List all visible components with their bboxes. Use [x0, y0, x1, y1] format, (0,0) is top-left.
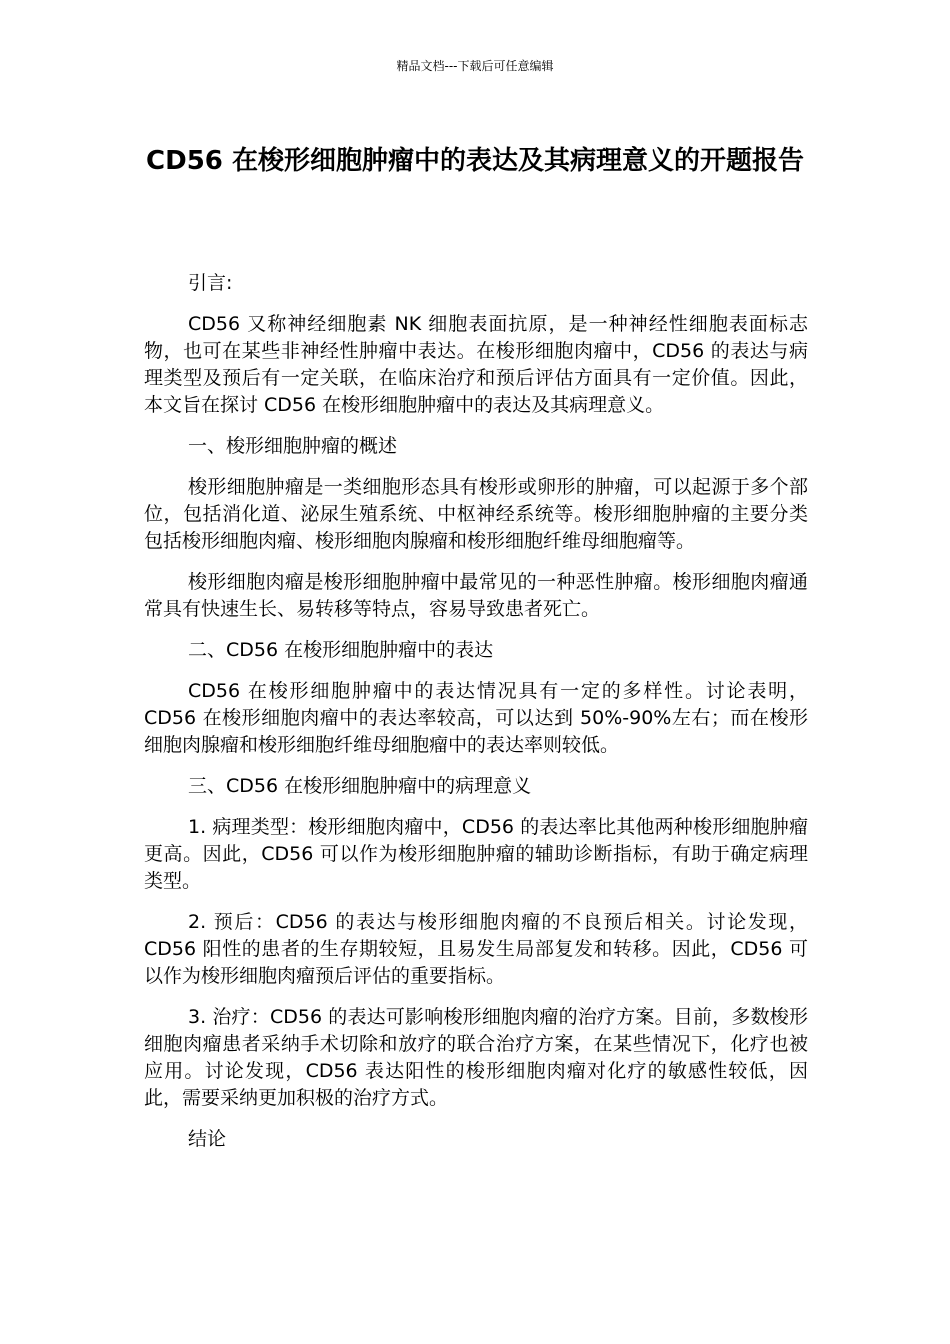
intro-paragraph: CD56 又称神经细胞素 NK 细胞表面抗原，是一种神经性细胞表面标志物，也可在某些非神经性肿瘤中表达。在梭形细胞肉瘤中，CD56 的表达与病理类型及预后有一定关联，在临床治疗和预后评估方面具有一定价值。因此，本文旨在探讨 CD56 在梭形细胞肿瘤中的表达及其病理意义。 [144, 313, 808, 416]
conclusion-label: 结论 [188, 1128, 227, 1150]
significance-item-treatment: 3. 治疗：CD56 的表达可影响梭形细胞肉瘤的治疗方案。目前，多数梭形细胞肉瘤患者采纳手术切除和放疗的联合治疗方案，在某些情况下，化疗也被应用。讨论发现，CD56 表达阳性的梭形细胞肉瘤对化疗的敏感性较低，因此，需要采纳更加积极的治疗方式。 [144, 1006, 808, 1109]
significance-item-pathology: 1. 病理类型：梭形细胞肉瘤中，CD56 的表达率比其他两种梭形细胞肿瘤更高。因此，CD56 可以作为梭形细胞肿瘤的辅助诊断指标，有助于确定病理类型。 [144, 816, 808, 892]
expression-paragraph: CD56 在梭形细胞肿瘤中的表达情况具有一定的多样性。讨论表明，CD56 在梭形细胞肉瘤中的表达率较高，可以达到 50%-90%左右；而在梭形细胞肉腺瘤和梭形细胞纤维母细胞瘤中的表达率则较低。 [144, 680, 808, 756]
section-heading-expression: 二、CD56 在梭形细胞肿瘤中的表达 [188, 639, 494, 661]
section-heading-significance: 三、CD56 在梭形细胞肿瘤中的病理意义 [188, 775, 532, 797]
section-heading-overview: 一、梭形细胞肿瘤的概述 [188, 435, 398, 457]
header-note: 精品文档---下载后可任意编辑 [396, 59, 554, 73]
page-title: CD56 在梭形细胞肿瘤中的表达及其病理意义的开题报告 [146, 146, 804, 176]
significance-item-prognosis: 2. 预后：CD56 的表达与梭形细胞肉瘤的不良预后相关。讨论发现，CD56 阳性的患者的生存期较短，且易发生局部复发和转移。因此，CD56 可以作为梭形细胞肉瘤预后评估的重要指标。 [144, 911, 808, 987]
overview-paragraph-2: 梭形细胞肉瘤是梭形细胞肿瘤中最常见的一种恶性肿瘤。梭形细胞肉瘤通常具有快速生长、易转移等特点，容易导致患者死亡。 [144, 571, 808, 620]
overview-paragraph-1: 梭形细胞肿瘤是一类细胞形态具有梭形或卵形的肿瘤，可以起源于多个部位，包括消化道、泌尿生殖系统、中枢神经系统等。梭形细胞肿瘤的主要分类包括梭形细胞肉瘤、梭形细胞肉腺瘤和梭形细胞纤维母细胞瘤等。 [144, 476, 808, 552]
intro-label: 引言: [188, 272, 233, 294]
document-body [144, 270, 808, 1167]
